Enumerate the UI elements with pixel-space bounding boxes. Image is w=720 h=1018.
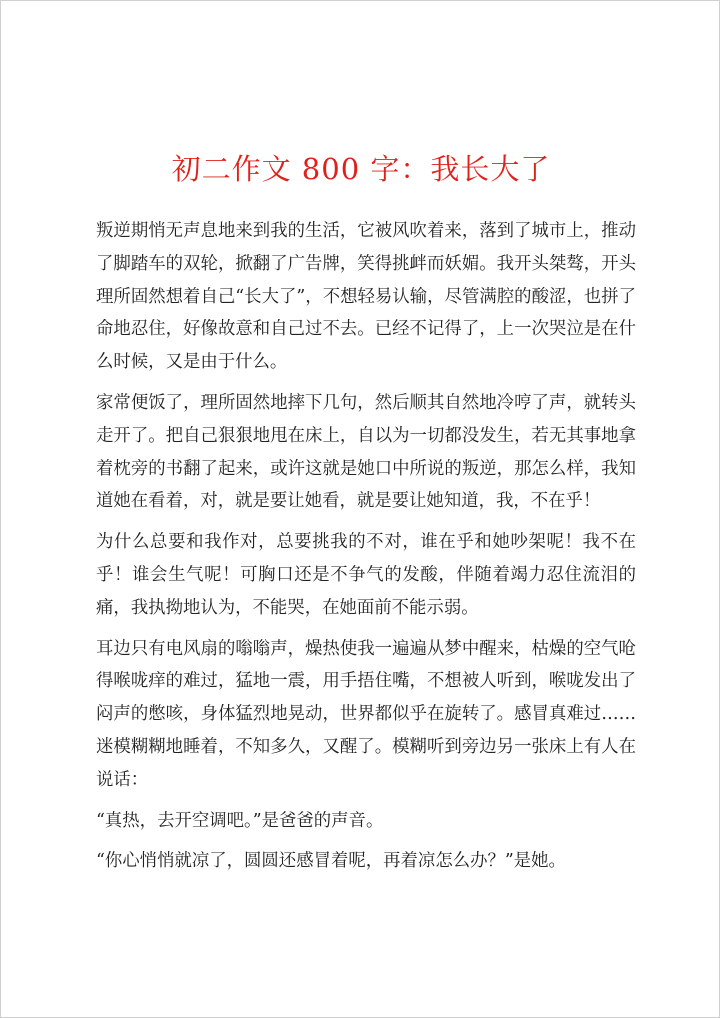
paragraph: 耳边只有电风扇的嗡嗡声，燥热使我一遍遍从梦中醒来，枯燥的空气呛得喉咙痒的难过，猛地一震，用手捂住嘴，不想被人听到，喉咙发出了闷声的憋咳，身体猛烈地晃动，世界都似乎在旋转了。感冒真难过……迷模糊糊地睡着，不知多久，又醒了。模糊听到旁边另一张床上有人在说话： <box>96 638 636 790</box>
paragraph: “你心悄悄就凉了，圆圆还感冒着呢，再着凉怎么办？”是她。 <box>96 851 566 872</box>
paragraph: “真热，去开空调吧。”是爸爸的声音。 <box>96 810 384 831</box>
document-title: 初二作文 800 字：我长大了 <box>171 152 551 186</box>
paragraph: 家常便饭了，理所固然地摔下几句，然后顺其自然地冷哼了声，就转头走开了。把自己狠狠地甩在床上，自以为一切都没发生，若无其事地拿着枕旁的书翻了起来，或许这就是她口中所说的叛逆，那怎么样，我知道她在看着，对，就是要让她看，就是要让她知道，我，不在乎！ <box>96 392 636 512</box>
document-body <box>96 215 636 886</box>
paragraph: 为什么总要和我作对，总要挑我的不对，谁在乎和她吵架呢！我不在乎！谁会生气呢！可胸口还是不争气的发酸，伴随着竭力忍住流泪的痛，我执拗地认为，不能哭，在她面前不能示弱。 <box>96 532 636 618</box>
paragraph: 叛逆期悄无声息地来到我的生活，它被风吹着来，落到了城市上，推动了脚踏车的双轮，掀翻了广告牌，笑得挑衅而妖媚。我开头桀骜，开头理所固然想着自己“长大了”，不想轻易认输，尽管满腔的酸涩，也拼了命地忍住，好像故意和自己过不去。已经不记得了，上一次哭泣是在什么时候，又是由于什么。 <box>96 221 636 373</box>
